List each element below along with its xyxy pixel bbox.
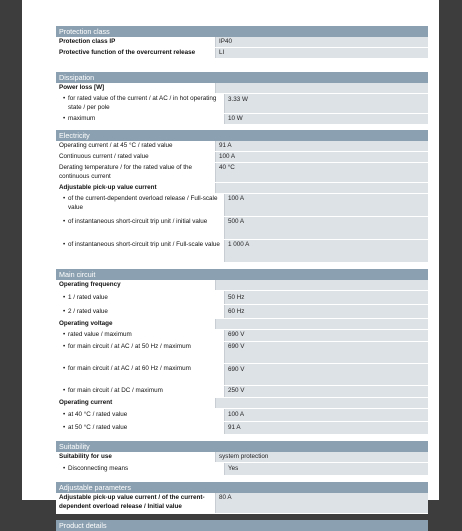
row-value: 50 Hz xyxy=(224,291,428,304)
row-label: Derating temperature / for the rated value of the continuous current xyxy=(56,163,215,182)
section-header-main-circuit: Main circuit xyxy=(56,269,428,280)
row-label: Continuous current / rated value xyxy=(56,152,215,162)
table-row xyxy=(56,398,428,409)
section-header-electricity: Electricity xyxy=(56,130,428,141)
table-row xyxy=(56,48,428,59)
table-row xyxy=(56,240,428,263)
row-value: 1 000 A xyxy=(224,240,428,262)
table-row xyxy=(56,94,428,114)
table-row xyxy=(56,183,428,194)
table-row xyxy=(56,493,428,514)
row-label: • Disconnecting means xyxy=(56,463,224,475)
table-row xyxy=(56,386,428,398)
row-label: Power loss [W] xyxy=(56,83,215,93)
row-value: 91 A xyxy=(224,422,428,434)
row-value xyxy=(215,83,428,93)
row-value: 60 Hz xyxy=(224,305,428,318)
row-value: 690 V xyxy=(224,342,428,363)
table-row xyxy=(56,319,428,330)
value-text: 3.33 W xyxy=(228,96,248,103)
row-label: • of instantaneous short-circuit trip unit / Full-scale value xyxy=(56,240,224,262)
table-row xyxy=(56,194,428,217)
row-value xyxy=(215,319,428,329)
table-row xyxy=(56,422,428,435)
table-row xyxy=(56,114,428,125)
row-value: 100 A xyxy=(224,194,428,216)
row-value xyxy=(215,183,428,193)
table-row xyxy=(56,330,428,342)
row-label: • for main circuit / at AC / at 60 Hz / maximum xyxy=(56,364,224,385)
table-row xyxy=(56,37,428,48)
value-text: 690 V xyxy=(228,366,245,373)
table-row xyxy=(56,83,428,94)
table-row xyxy=(56,217,428,240)
table-row xyxy=(56,305,428,319)
section-header-dissipation: Dissipation xyxy=(56,72,428,83)
row-value: 100 A xyxy=(215,152,428,162)
row-label: • at 50 °C / rated value xyxy=(56,422,224,434)
row-value: 100 A xyxy=(224,409,428,421)
row-label: • of instantaneous short-circuit trip unit / initial value xyxy=(56,217,224,239)
row-label: Protective function of the overcurrent release xyxy=(56,48,215,58)
row-value xyxy=(224,94,428,113)
table-row xyxy=(56,409,428,422)
row-label: Protection class IP xyxy=(56,37,215,47)
table-row xyxy=(56,152,428,163)
row-value: LI xyxy=(215,48,428,58)
row-value: 500 A xyxy=(224,217,428,239)
row-label: • for main circuit / at DC / maximum xyxy=(56,386,224,397)
row-label: • at 40 °C / rated value xyxy=(56,409,224,421)
row-value xyxy=(224,364,428,385)
row-value: 40 °C xyxy=(215,163,428,182)
row-value: IP40 xyxy=(215,37,428,47)
section-header-protection: Protection class xyxy=(56,26,428,37)
row-label: Operating current xyxy=(56,398,215,408)
row-label: Operating voltage xyxy=(56,319,215,329)
row-label: Operating frequency xyxy=(56,280,215,290)
section-header-product: Product details xyxy=(56,520,428,531)
row-value xyxy=(215,398,428,408)
table-row xyxy=(56,280,428,291)
row-label: • of the current-dependent overload release / Full-scale value xyxy=(56,194,224,216)
row-label: Operating current / at 45 °C / rated value xyxy=(56,141,215,151)
row-label: Suitability for use xyxy=(56,452,215,462)
row-value: 250 V xyxy=(224,386,428,397)
table-row xyxy=(56,291,428,305)
row-label: • for rated value of the current / at AC / in hot operating state / per pole xyxy=(56,94,224,113)
row-label: Adjustable pick-up value current xyxy=(56,183,215,193)
table-row xyxy=(56,364,428,386)
row-label: • 1 / rated value xyxy=(56,291,224,304)
section-header-adjustable: Adjustable parameters xyxy=(56,482,428,493)
table-row xyxy=(56,342,428,364)
document-page xyxy=(22,0,439,530)
table-row xyxy=(56,141,428,152)
section-header-suitability: Suitability xyxy=(56,441,428,452)
row-value xyxy=(215,280,428,290)
row-label: Adjustable pick-up value current / of the current-dependent overload release / Initial value xyxy=(56,493,215,513)
row-value: 80 A xyxy=(215,493,428,513)
table-row xyxy=(56,463,428,476)
row-label: • rated value / maximum xyxy=(56,330,224,341)
table-row xyxy=(56,452,428,463)
table-row xyxy=(56,163,428,183)
row-value: 91 A xyxy=(215,141,428,151)
row-value: 10 W xyxy=(224,114,428,124)
row-value: 690 V xyxy=(224,330,428,341)
row-label: • 2 / rated value xyxy=(56,305,224,318)
row-label: • for main circuit / at AC / at 50 Hz / maximum xyxy=(56,342,224,363)
row-label: • maximum xyxy=(56,114,224,124)
spec-table xyxy=(56,24,428,531)
row-value: system protection xyxy=(215,452,428,462)
row-value: Yes xyxy=(224,463,428,475)
